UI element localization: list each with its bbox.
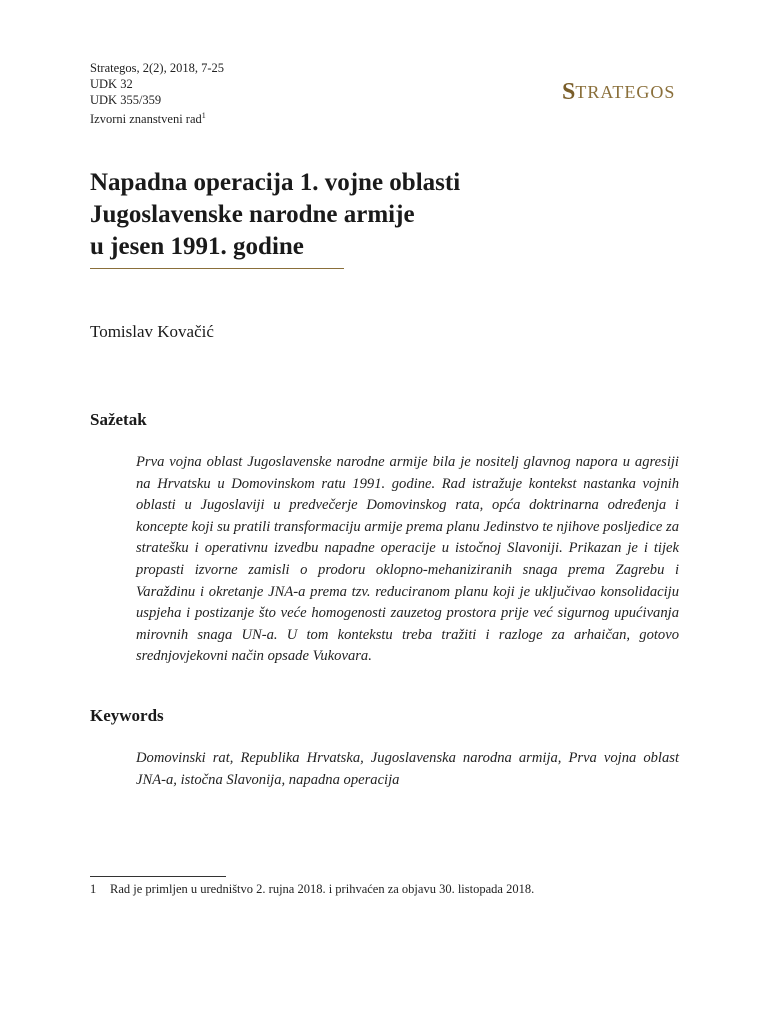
title-divider — [90, 268, 344, 269]
paper-type-label: Izvorni znanstveni rad — [90, 112, 202, 127]
keywords-text: Domovinski rat, Republika Hrvatska, Jugoslavenska narodna armija, Prva vojna oblast JNA-a, istočna Slavonija, napadna operacija — [136, 750, 679, 788]
udk-code-1: UDK 32 — [90, 77, 133, 91]
author-name: Tomislav Kovačić — [90, 322, 214, 341]
abstract-text: Prva vojna oblast Jugoslavenske narodne armije bila je nositelj glavnog napora u agresiji na Hrvatsku u Domovinskom ratu 1991. godine. Rad istražuje kontekst nastanka vojnih oblasti u Jugoslaviji u predvečerje Domovinskog rata, opća doktrinarna određenja i koncepte koji su pratili transformaciju armije prema planu Jedinstvo te njihove posljedice za stratešku i operativnu izvedbu napadne operacije u istočnoj Slavoniji. Prikazan je i tijek propasti izvorne zamisli o prodoru oklopno-mehaniziranih snaga prema Zagrebu i Varaždinu i okretanje JNA-a prema tzv. reduciranom planu koji je uključivao konsolidaciju uspjeha i postizanje što veće homogenosti zauzetog prostora prije već sigurnog upućivanja mirovnih snaga UN-a. U tom kontekstu treba tražiti i razloge za arhaičan, gotovo srednjovjekovni način opsade Vukovara. — [136, 454, 679, 665]
footnote-marker: 1 — [201, 111, 206, 120]
strategos-logo — [562, 80, 675, 104]
logo-text: TRATEGOS — [575, 81, 676, 102]
title-line-3: u jesen 1991. godine — [90, 233, 304, 260]
footnote-number: 1 — [90, 882, 97, 896]
citation: Strategos, 2(2), 2018, 7-25 — [90, 61, 225, 75]
title-line-2: Jugoslavenske narodne armije — [90, 201, 415, 228]
footnote-divider — [90, 876, 226, 877]
paper-type — [90, 108, 224, 127]
abstract-heading: Sažetak — [90, 410, 147, 429]
udk-code-2: UDK 355/359 — [90, 93, 162, 107]
footnote — [90, 882, 534, 897]
keywords-heading: Keywords — [90, 706, 164, 725]
title-line-1: Napadna operacija 1. vojne oblasti — [90, 169, 461, 196]
article-metadata — [90, 60, 224, 127]
footnote-text: Rad je primljen u uredništvo 2. rujna 2018. i prihvaćen za objavu 30. listopada 2018. — [110, 882, 535, 896]
paper-title — [90, 167, 690, 263]
logo-mark: S — [562, 79, 577, 105]
